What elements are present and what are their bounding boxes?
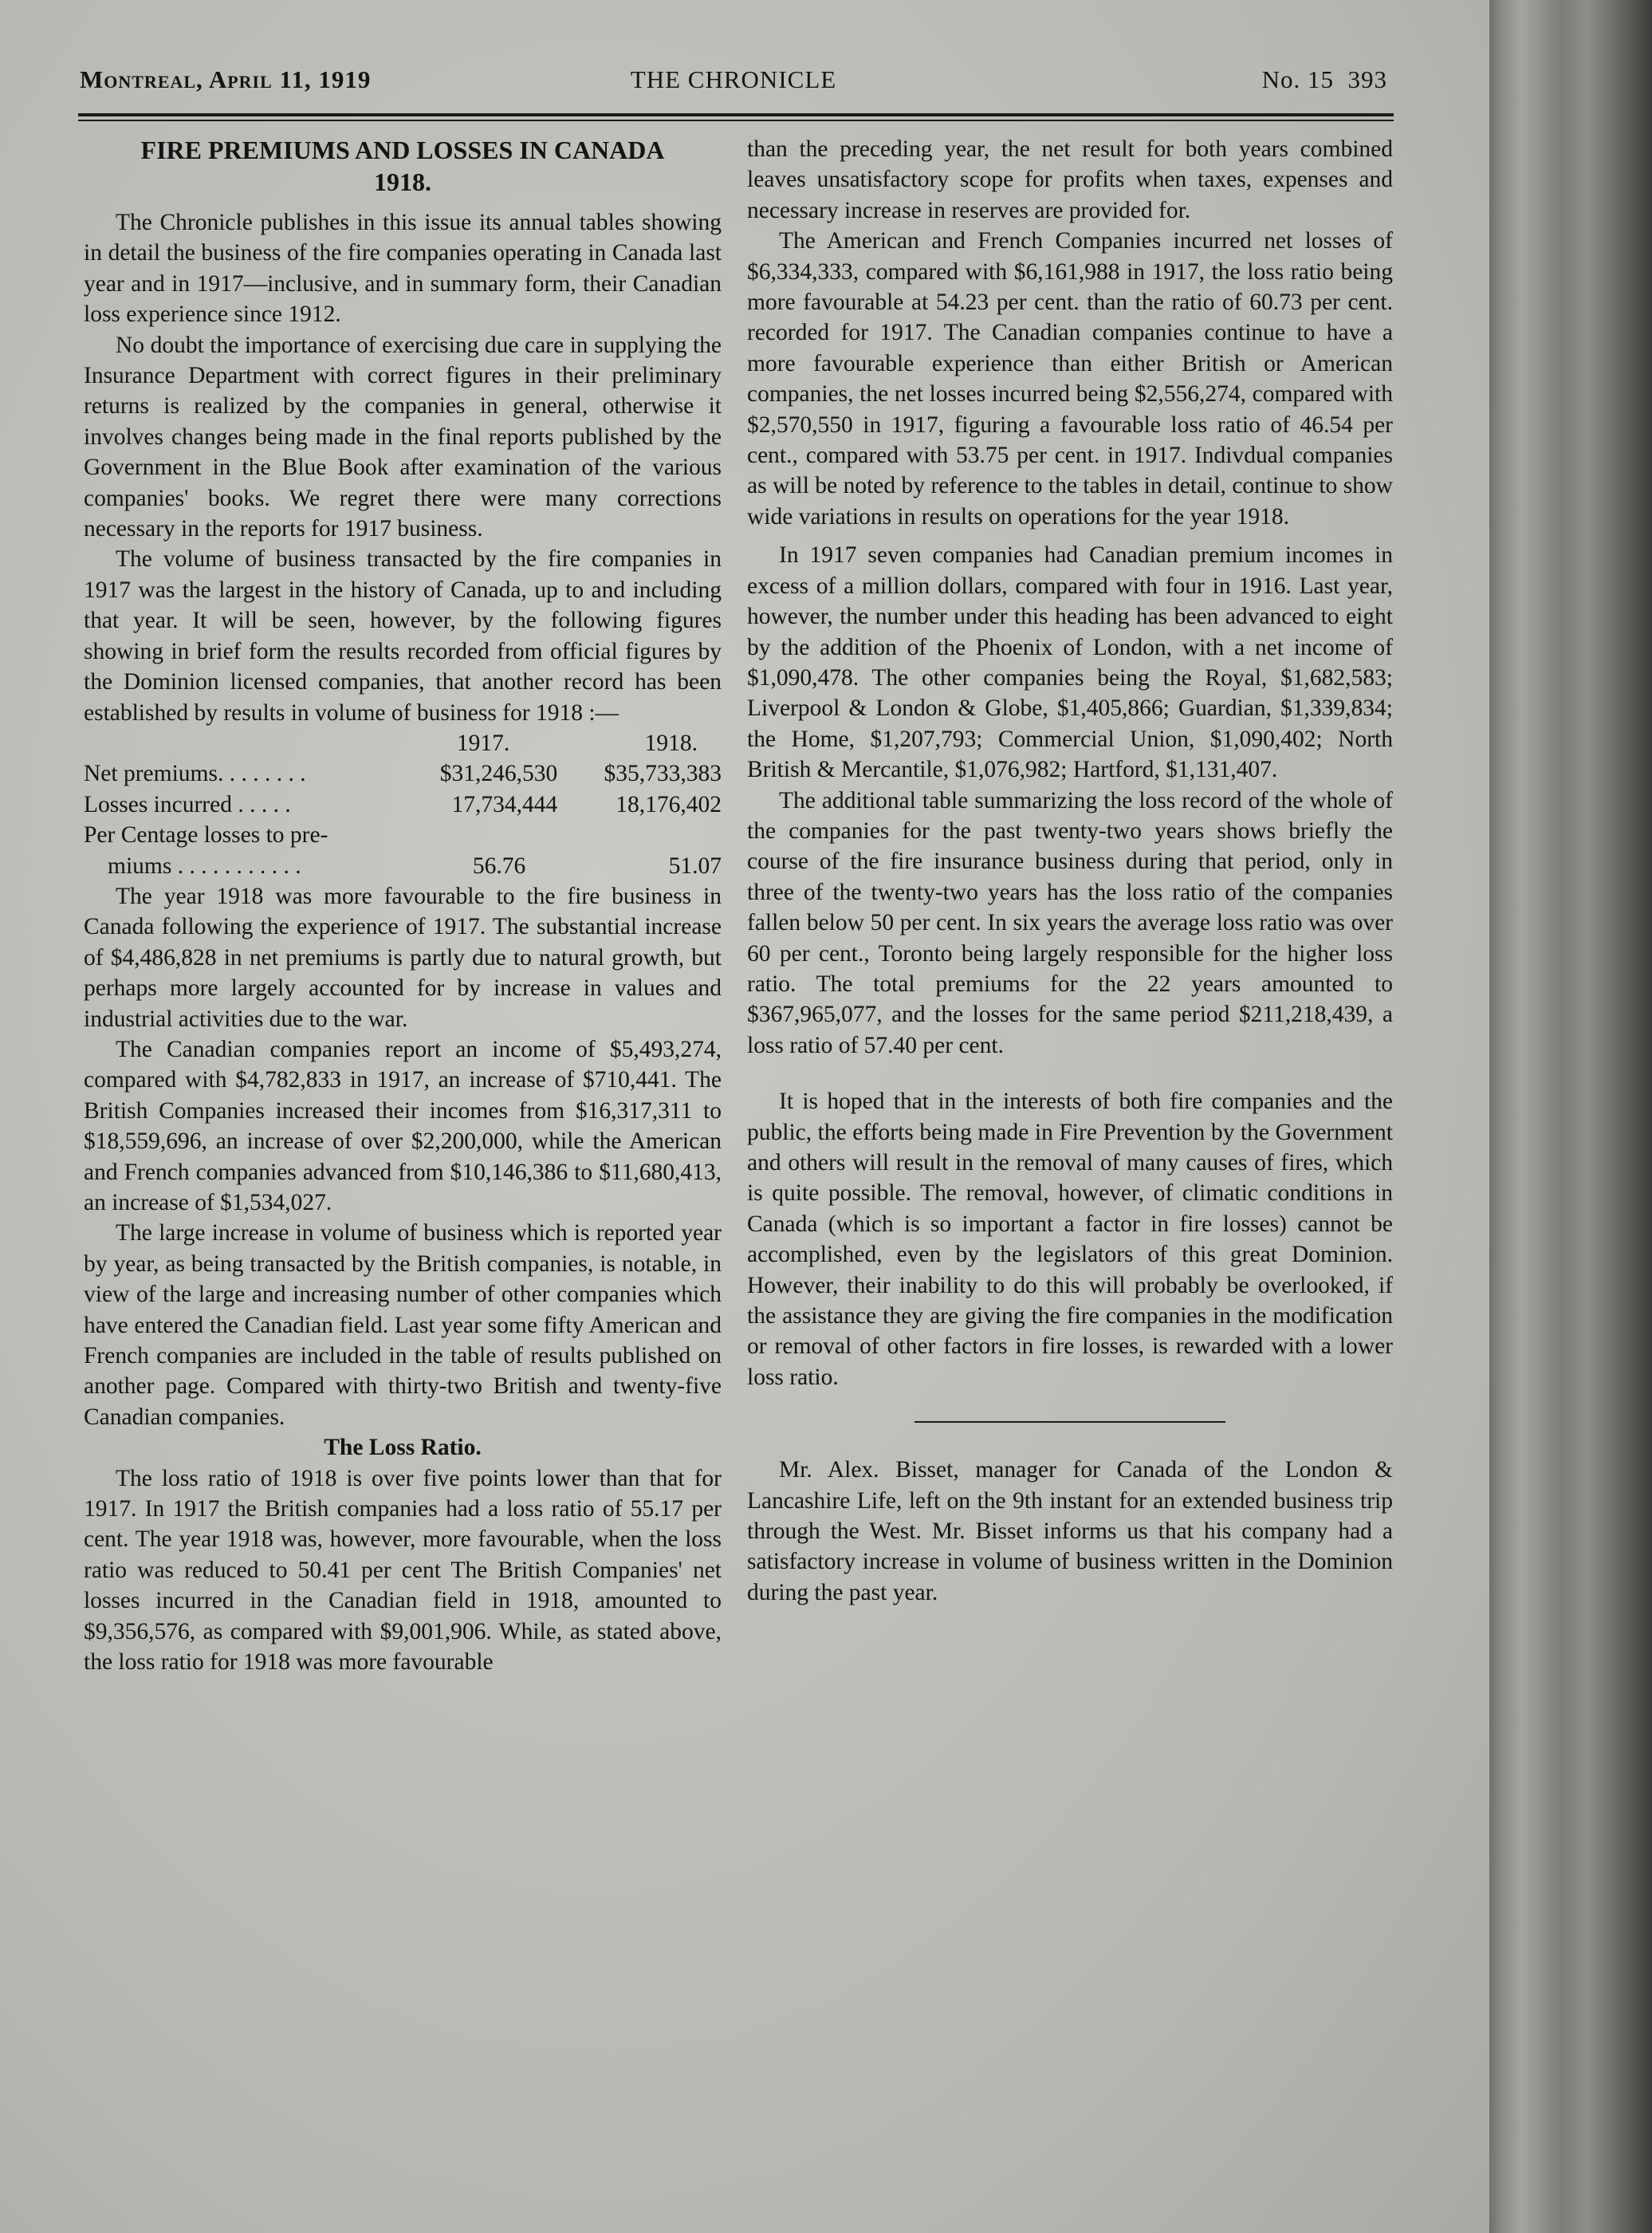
table-col-1918: 1918.: [644, 730, 698, 756]
row-label: Net premiums. . . . . . . .: [84, 761, 306, 787]
paragraph: The Chronicle publishes in this issue its annual tables showing in detail the business of the fire companies operating in Canada last year and in 1917—inclusive, and in summary form, their Canadian loss experience since 1912.: [84, 210, 722, 328]
row-label: Losses incurred . . . . .: [84, 791, 291, 817]
paragraph: In 1917 seven companies had Canadian premium incomes in excess of a million dollars, compared with four in 1916. Last year, however, the number under this heading has been advanced to eight by the addition of the Phoenix of London, with a net income of $1,090,478. The other companies being the Royal, $1,682,583; Liverpool & London & Globe, $1,405,866; Guardian, $1,339,834; the Home, $1,207,793; Commercial Union, $1,090,402; North British & Mercantile, $1,076,982; Hartford, $1,131,407.: [747, 542, 1393, 783]
row-value-1917: $31,246,530: [439, 761, 558, 787]
row-value-1917: 56.76: [472, 853, 526, 879]
right-column: [747, 134, 1393, 1608]
paragraph: No doubt the importance of exercising due care in supplying the Insurance Department with correct figures in their preliminary returns is realized by the companies in general, otherwise it involves changes being made in the final reports published by the Government in the Blue Book after examination of the various companies' books. We regret there were many corrections necessary in the reports for 1917 business.: [84, 332, 722, 542]
table-header-row: [84, 728, 722, 758]
header-issue-page: [1262, 65, 1387, 94]
paragraph: The volume of business transacted by the fire companies in 1917 was the largest in the history of Canada, up to and including that year. It will be seen, however, by the following figures showing in brief form the results recorded from official figures by the Dominion licensed companies, that another record has been established by results in volume of business for 1918 :—: [84, 546, 722, 726]
row-value-1918: 51.07: [668, 853, 722, 879]
paragraph: The additional table summarizing the loss record of the whole of the companies for the past twenty-two years shows briefly the course of the fire insurance business during that period, only in three of the twenty-two years has the loss ratio of the companies fallen below 50 per cent. In six years the average loss ratio was over 60 per cent., Toronto being largely responsible for the higher loss ratio. The total premiums for the 22 years amounted to $367,965,077, and the losses for the same period $211,218,439, a loss ratio of 57.40 per cent.: [747, 787, 1393, 1058]
row-value-1918: 18,176,402: [616, 791, 722, 817]
page-header: [80, 65, 1387, 105]
left-column: [84, 134, 722, 1678]
table-col-1917: 1917.: [456, 730, 510, 756]
paragraph-continued: than the preceding year, the net result for both years combined leaves unsatisfactory scope for profits when taxes, expenses and necessary increase in reserves are provided for.: [747, 136, 1393, 223]
table-row: [84, 790, 722, 820]
header-rule-thick: [78, 113, 1394, 116]
paragraph: The American and French Companies incurred net losses of $6,334,333, compared with $6,161,988 in 1917, the loss ratio being more favourable at 54.23 per cent. than the ratio of 60.73 per cent. recorded for 1917. The Canadian companies continue to have a more favourable experience than either British or American companies, the net losses incurred being $2,556,274, compared with $2,570,550 in 1917, figuring a favourable loss ratio of 46.54 per cent., compared with 53.75 per cent. in 1917. Indivdual companies as will be noted by reference to the tables in detail, continue to show wide variations in results on operations for the year 1918.: [747, 228, 1393, 530]
header-rule-thin: [78, 120, 1394, 121]
paragraph: The Canadian companies report an income of $5,493,274, compared with $4,782,833 in 1917, an increase of $710,441. The British Companies increased their incomes from $16,317,311 to $18,559,696, an increase of over $2,200,000, while the American and French companies advanced from $10,146,386 to $11,680,413, an increase of $1,534,027.: [84, 1036, 722, 1215]
section-divider: [914, 1421, 1225, 1423]
paragraph: The loss ratio of 1918 is over five points lower than that for 1917. In 1917 the British companies had a loss ratio of 55.17 per cent. The year 1918 was, however, more favourable, when the loss ratio was reduced to 50.41 per cent The British Companies' net losses incurred in the Canadian field in 1918, amounted to $9,356,576, as compared with $9,001,906. While, as stated above, the loss ratio for 1918 was more favourable: [84, 1465, 722, 1676]
row-value-1918: $35,733,383: [604, 761, 722, 787]
paragraph: The large increase in volume of business which is reported year by year, as being transacted by the British companies, is notable, in view of the large and increasing number of other companies which have entered the Canadian field. Last year some fifty American and French companies are included in the table of results published on another page. Compared with thirty-two British and twenty-five Canadian companies.: [84, 1220, 722, 1430]
section-heading: The Loss Ratio.: [324, 1435, 482, 1461]
personal-notice: Mr. Alex. Bisset, manager for Canada of the London & Lancashire Life, left on the 9th instant for an extended business trip through the West. Mr. Bisset informs us that his company had a satisfactory increase in volume of business written in the Dominion during the past year.: [747, 1457, 1393, 1605]
article-title: FIRE PREMIUMS AND LOSSES IN CANADA: [140, 136, 665, 164]
article-title-year: 1918.: [374, 167, 431, 196]
paragraph: It is hoped that in the interests of both fire companies and the public, the efforts being made in Fire Prevention by the Government and others will result in the removal of many causes of fires, which is quite possible. The removal, however, of climatic conditions in Canada (which is so important a factor in fire losses) cannot be accomplished, even by the legislators of this great Dominion. However, their inability to do this will probably be overlooked, if the assistance they are giving the fire companies in the modification or removal of other factors in fire losses, is rewarded with a lower loss ratio.: [747, 1089, 1393, 1390]
paragraph: The year 1918 was more favourable to the fire business in Canada following the experience of 1917. The substantial increase of $4,486,828 in net premiums is partly due to natural growth, but perhaps more largely accounted for by increase in values and industrial activities due to the war.: [84, 883, 722, 1032]
header-title: THE CHRONICLE: [630, 65, 837, 93]
table-row: [84, 758, 722, 789]
table-row: [84, 851, 722, 881]
book-edge: [1489, 0, 1652, 2233]
row-label: miums . . . . . . . . . . .: [108, 853, 301, 879]
header-page-number: 393: [1347, 65, 1387, 93]
row-value-1917: 17,734,444: [451, 791, 558, 817]
header-date: Montreal, April 11, 1919: [80, 65, 372, 93]
row-label: Per Centage losses to pre-: [84, 822, 328, 849]
table-row: [84, 820, 722, 850]
header-issue: No. 15: [1261, 65, 1334, 93]
premiums-losses-table: [84, 728, 722, 881]
